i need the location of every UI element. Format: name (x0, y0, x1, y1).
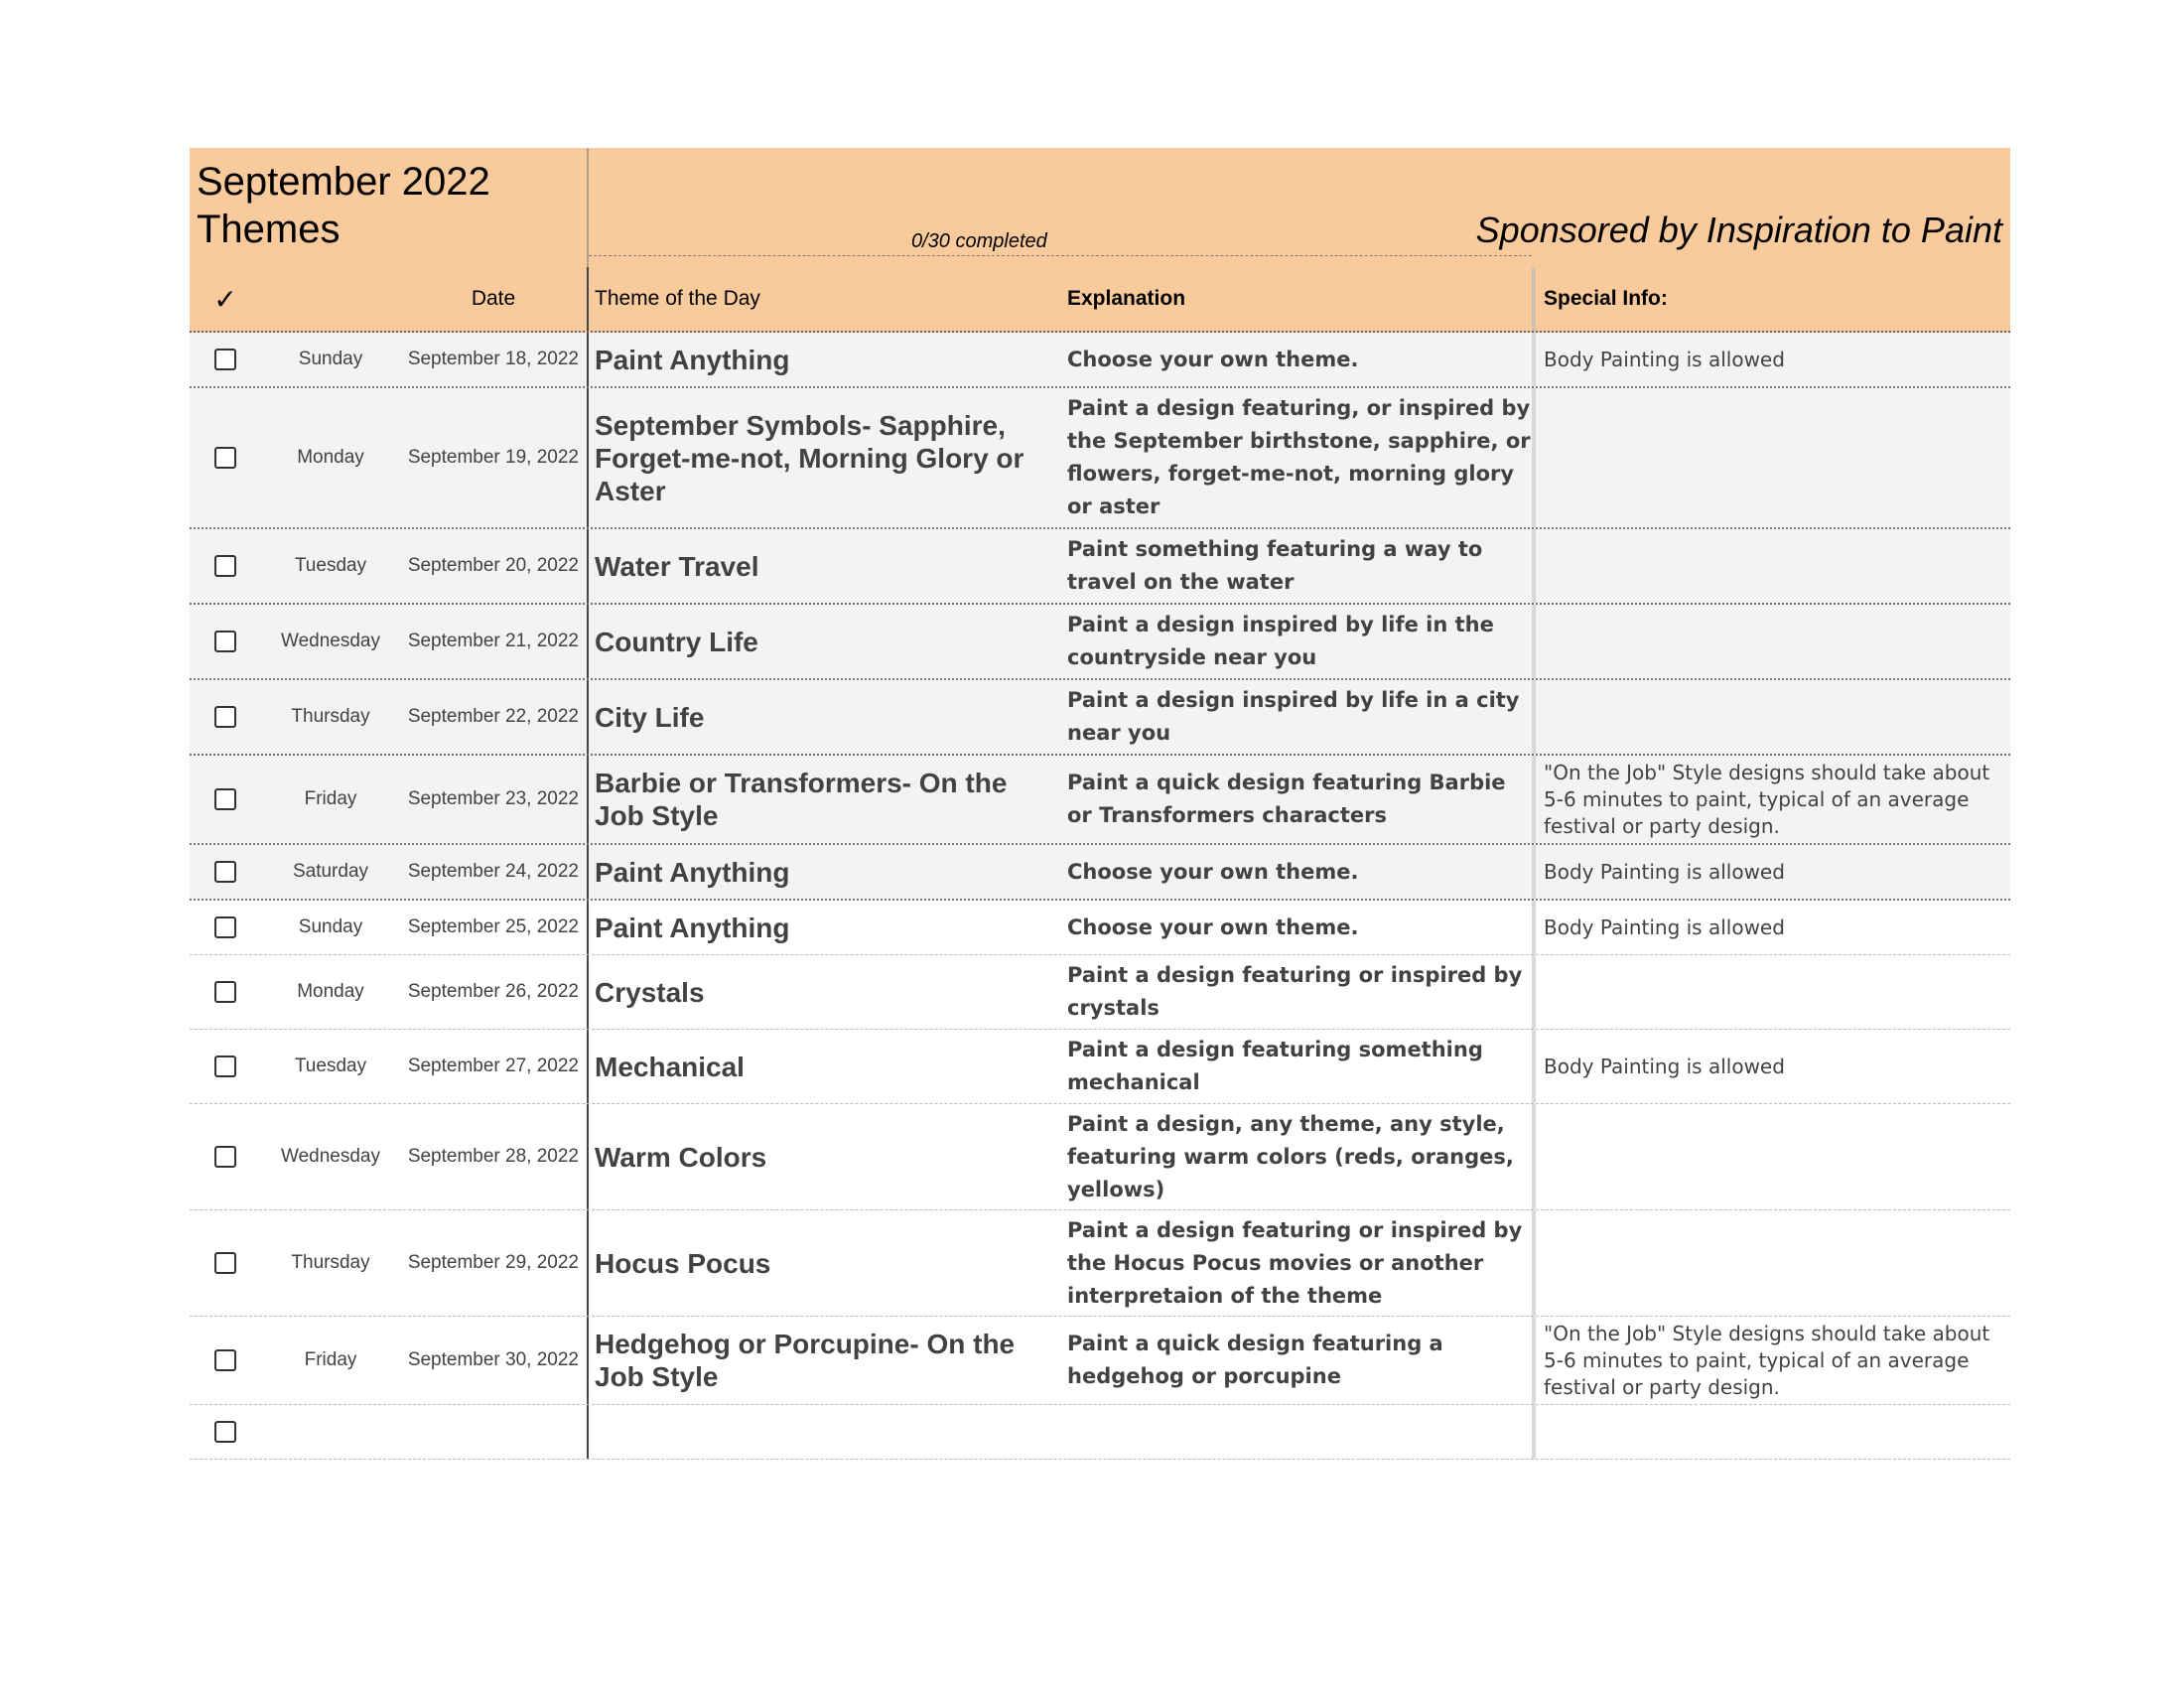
row-checkbox-cell (190, 388, 261, 527)
explanation-cell: Paint a design featuring something mechanical (1061, 1030, 1536, 1103)
explanation-cell: Paint a design inspired by life in the countryside near you (1061, 605, 1536, 678)
theme-cell: City Life (595, 701, 705, 733)
page-title (190, 148, 589, 267)
row-checkbox-cell (190, 1104, 261, 1209)
day-cell: Monday (297, 447, 364, 468)
special-info-cell (1536, 680, 2010, 754)
table-row (190, 680, 2010, 756)
header-info-area (589, 148, 2010, 267)
special-info-cell: Body Painting is allowed (1544, 859, 1785, 884)
day-cell: Wednesday (281, 631, 380, 651)
day-cell: Friday (304, 1349, 357, 1370)
special-info-cell (1536, 1210, 2010, 1316)
date-cell: September 19, 2022 (400, 388, 589, 527)
table-row (190, 1317, 2010, 1405)
check-column-header (190, 283, 261, 316)
date-cell: September 27, 2022 (400, 1030, 589, 1103)
row-checkbox-cell (190, 955, 261, 1029)
table-row (190, 388, 2010, 529)
explanation-cell: Choose your own theme. (1061, 845, 1536, 899)
theme-cell: Paint Anything (595, 912, 790, 943)
theme-cell: Hedgehog or Porcupine- On the Job Style (595, 1329, 1016, 1392)
theme-cell (589, 1405, 1061, 1459)
special-info-cell: "On the Job" Style designs should take about 5-6 minutes to paint, typical of an average festival or party design. (1544, 1321, 1990, 1399)
row-checkbox[interactable] (214, 861, 236, 883)
row-checkbox[interactable] (214, 1252, 236, 1274)
date-cell: September 18, 2022 (400, 333, 589, 386)
date-cell: September 26, 2022 (400, 955, 589, 1029)
row-checkbox[interactable] (214, 1421, 236, 1443)
explanation-column-header: Explanation (1061, 267, 1536, 331)
date-cell (400, 1405, 589, 1459)
themes-sheet (190, 148, 2010, 1460)
explanation-cell: Paint a design featuring or inspired by the Hocus Pocus movies or another interpretaion of the theme (1061, 1210, 1536, 1316)
table-row (190, 1030, 2010, 1104)
theme-cell: Mechanical (595, 1051, 745, 1082)
row-checkbox[interactable] (214, 788, 236, 810)
table-row (190, 1104, 2010, 1210)
explanation-cell: Paint a quick design featuring a hedgehog or porcupine (1061, 1317, 1536, 1404)
row-checkbox[interactable] (214, 447, 236, 469)
explanation-cell: Paint a design, any theme, any style, featuring warm colors (reds, oranges, yellows) (1061, 1104, 1536, 1209)
theme-cell: Hocus Pocus (595, 1247, 771, 1279)
title-line-1: September 2022 (197, 160, 490, 204)
day-cell: Tuesday (294, 1055, 367, 1076)
date-cell: September 24, 2022 (400, 845, 589, 899)
special-info-cell (1536, 529, 2010, 603)
theme-cell: September Symbols- Sapphire, Forget-me-not, Morning Glory or Aster (595, 409, 1024, 506)
table-row (190, 529, 2010, 605)
special-info-column-header: Special Info: (1544, 287, 1668, 310)
row-checkbox[interactable] (214, 1146, 236, 1168)
day-cell: Sunday (298, 349, 363, 369)
explanation-cell: Choose your own theme. (1061, 901, 1536, 954)
explanation-cell: Paint a design inspired by life in a city near you (1061, 680, 1536, 754)
row-checkbox-cell (190, 529, 261, 603)
day-cell: Wednesday (281, 1146, 380, 1167)
column-header-row (190, 267, 2010, 333)
explanation-cell: Paint something featuring a way to travel on the water (1061, 529, 1536, 603)
sponsor-text: Sponsored by Inspiration to Paint (1475, 210, 2002, 250)
special-info-cell: Body Painting is allowed (1544, 914, 1785, 939)
day-cell: Thursday (291, 706, 370, 727)
table-row (190, 901, 2010, 955)
progress-text: 0/30 completed (911, 230, 1047, 252)
explanation-cell: Paint a design featuring, or inspired by the September birthstone, sapphire, or flowers, forget-me-not, morning glory or aster (1061, 388, 1536, 527)
date-cell: September 28, 2022 (400, 1104, 589, 1209)
day-cell: Sunday (298, 916, 363, 937)
theme-cell: Barbie or Transformers- On the Job Style (595, 768, 1008, 831)
day-cell: Thursday (291, 1252, 370, 1273)
date-cell: September 25, 2022 (400, 901, 589, 954)
explanation-cell: Paint a design featuring or inspired by crystals (1061, 955, 1536, 1029)
date-column-header: Date (400, 267, 589, 331)
date-cell: September 29, 2022 (400, 1210, 589, 1316)
day-cell: Saturday (292, 861, 369, 882)
special-info-cell (1536, 388, 2010, 527)
row-checkbox[interactable] (214, 631, 236, 652)
theme-cell: Country Life (595, 626, 758, 657)
row-checkbox[interactable] (214, 916, 236, 938)
theme-column-header: Theme of the Day (595, 287, 760, 310)
date-cell: September 21, 2022 (400, 605, 589, 678)
row-checkbox-cell (190, 756, 261, 843)
row-checkbox[interactable] (214, 555, 236, 577)
row-checkbox[interactable] (214, 1055, 236, 1077)
row-checkbox[interactable] (214, 1349, 236, 1371)
explanation-cell (1061, 1405, 1536, 1459)
table-row (190, 1405, 2010, 1460)
day-cell (261, 1405, 400, 1459)
theme-cell: Warm Colors (595, 1141, 767, 1173)
date-cell: September 30, 2022 (400, 1317, 589, 1404)
row-checkbox-cell (190, 1405, 261, 1459)
checkmark-icon: ✓ (213, 283, 237, 315)
special-info-cell: Body Painting is allowed (1544, 347, 1785, 371)
explanation-cell: Paint a quick design featuring Barbie or Transformers characters (1061, 756, 1536, 843)
row-checkbox-cell (190, 1210, 261, 1316)
theme-cell: Paint Anything (595, 856, 790, 888)
table-row (190, 333, 2010, 388)
day-cell: Tuesday (294, 555, 367, 576)
table-row (190, 756, 2010, 845)
theme-cell: Paint Anything (595, 344, 790, 375)
special-info-cell (1536, 605, 2010, 678)
row-checkbox-cell (190, 1030, 261, 1103)
special-info-cell (1536, 955, 2010, 1029)
date-cell: September 23, 2022 (400, 756, 589, 843)
row-checkbox-cell (190, 1317, 261, 1404)
table-row (190, 955, 2010, 1030)
progress-divider (589, 255, 1532, 256)
row-checkbox-cell (190, 333, 261, 386)
theme-cell: Water Travel (595, 550, 759, 582)
special-info-cell (1536, 1104, 2010, 1209)
row-checkbox-cell (190, 680, 261, 754)
table-row (190, 845, 2010, 901)
explanation-cell: Choose your own theme. (1061, 333, 1536, 386)
row-checkbox-cell (190, 901, 261, 954)
table-row (190, 1210, 2010, 1317)
table-row (190, 605, 2010, 680)
date-cell: September 20, 2022 (400, 529, 589, 603)
special-info-cell (1536, 1405, 2010, 1459)
day-cell: Monday (297, 981, 364, 1002)
row-checkbox[interactable] (214, 349, 236, 370)
row-checkbox-cell (190, 845, 261, 899)
day-cell: Friday (304, 788, 357, 809)
theme-cell: Crystals (595, 976, 705, 1008)
special-info-cell: Body Painting is allowed (1544, 1054, 1785, 1078)
special-info-cell: "On the Job" Style designs should take about 5-6 minutes to paint, typical of an average festival or party design. (1544, 760, 1990, 838)
title-line-2: Themes (197, 208, 341, 251)
sheet-header (190, 148, 2010, 267)
date-cell: September 22, 2022 (400, 680, 589, 754)
row-checkbox[interactable] (214, 706, 236, 728)
row-checkbox[interactable] (214, 981, 236, 1003)
theme-rows (190, 333, 2010, 1460)
row-checkbox-cell (190, 605, 261, 678)
